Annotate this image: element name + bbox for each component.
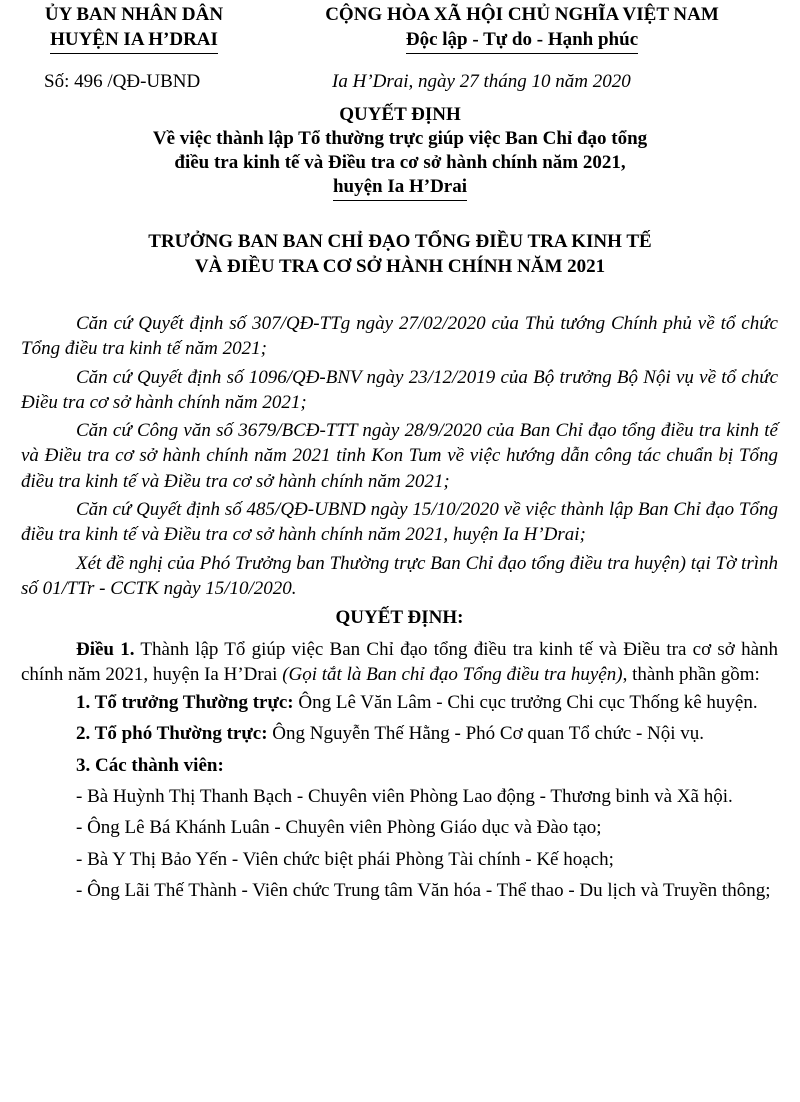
article-1-note: (Gọi tắt là Ban chỉ đạo Tổng điều tra huyện)	[282, 663, 623, 685]
nation-line-1: CỘNG HÒA XÃ HỘI CHỦ NGHĨA VIỆT NAM	[325, 4, 719, 25]
org-line-2: HUYỆN IA H’DRAI	[50, 27, 218, 54]
article-1-tail: , thành phần gồm:	[622, 663, 760, 685]
decision-title	[0, 103, 800, 201]
national-motto	[262, 2, 782, 54]
team-deputy-text: Ông Nguyễn Thế Hằng - Phó Cơ quan Tổ chức - Nội vụ.	[267, 723, 705, 745]
team-leader-label: 1. Tổ trưởng Thường trực:	[76, 692, 294, 714]
legal-basis-1: Căn cứ Quyết định số 307/QĐ-TTg ngày 27/02/2020 của Thủ tướng Chính phủ về tổ chức Tổng điều tra kinh tế năm 2021;	[21, 313, 778, 360]
team-deputy	[21, 721, 778, 746]
member-item: - Ông Lãi Thế Thành - Viên chức Trung tâm Văn hóa - Thể thao - Du lịch và Truyền thông;	[76, 879, 771, 901]
title-line-1: QUYẾT ĐỊNH	[339, 104, 461, 125]
team-deputy-label: 2. Tổ phó Thường trực:	[76, 723, 268, 745]
title-line-2: Về việc thành lập Tổ thường trực giúp việc Ban Chỉ đạo tổng	[152, 128, 648, 149]
member-item: - Bà Y Thị Bảo Yến - Viên chức biệt phái Phòng Tài chính - Kế hoạch;	[76, 848, 614, 870]
org-line-1: ỦY BAN NHÂN DÂN	[44, 4, 224, 25]
authority-line-2: VÀ ĐIỀU TRA CƠ SỞ HÀNH CHÍNH NĂM 2021	[194, 256, 606, 277]
decision-heading: QUYẾT ĐỊNH:	[335, 607, 464, 629]
place-date: Ia H’Drai, ngày 27 tháng 10 năm 2020	[332, 71, 631, 92]
member-item: - Ông Lê Bá Khánh Luân - Chuyên viên Phòng Giáo dục và Đào tạo;	[76, 817, 602, 839]
title-line-3: điều tra kinh tế và Điều tra cơ sở hành chính năm 2021,	[174, 152, 626, 173]
members-heading: 3. Các thành viên:	[76, 754, 224, 776]
member-item: - Bà Huỳnh Thị Thanh Bạch - Chuyên viên Phòng Lao động - Thương binh và Xã hội.	[76, 786, 733, 808]
document-body	[21, 311, 778, 909]
proposal-basis: Xét đề nghị của Phó Trưởng ban Thường trực Ban Chỉ đạo tổng điều tra huyện) tại Tờ trình số 01/TTr - CCTK ngày 15/10/2020.	[21, 552, 778, 599]
document-number: Số: 496 /QĐ-UBND	[44, 71, 201, 92]
article-1-label: Điều 1.	[76, 638, 135, 660]
nation-line-2: Độc lập - Tự do - Hạnh phúc	[406, 27, 638, 54]
issuing-authority	[0, 229, 800, 279]
legal-basis-2: Căn cứ Quyết định số 1096/QĐ-BNV ngày 23/12/2019 của Bộ trưởng Bộ Nội vụ về tổ chức Điều tra cơ sở hành chính năm 2021;	[21, 366, 778, 413]
legal-basis-3: Căn cứ Công văn số 3679/BCĐ-TTT ngày 28/9/2020 của Ban Chỉ đạo tổng điều tra kinh tế và Điều tra cơ sở hành chính năm 2021 tỉnh Kon Tum về việc hướng dẫn công tác chuẩn bị Tổng điều tra kinh tế và Điều tra cơ sở hành chính năm 2021;	[21, 420, 778, 492]
authority-line-1: TRƯỞNG BAN BAN CHỈ ĐẠO TỔNG ĐIỀU TRA KINH TẾ	[148, 231, 652, 252]
issuing-org	[18, 2, 250, 54]
team-leader-text: Ông Lê Văn Lâm - Chi cục trưởng Chi cục Thống kê huyện.	[293, 692, 758, 714]
team-leader	[21, 690, 778, 715]
legal-basis-4: Căn cứ Quyết định số 485/QĐ-UBND ngày 15/10/2020 về việc thành lập Ban Chỉ đạo Tổng điều tra kinh tế và Điều tra cơ sở hành chính năm 2021, huyện Ia H’Drai;	[21, 499, 778, 546]
article-1-text: Thành lập Tổ giúp việc Ban Chỉ đạo tổng điều tra kinh tế và Điều tra cơ sở hành chính năm 2021, huyện Ia H’Drai	[21, 638, 778, 685]
article-1	[21, 637, 778, 688]
title-line-4: huyện Ia H’Drai	[333, 175, 467, 201]
